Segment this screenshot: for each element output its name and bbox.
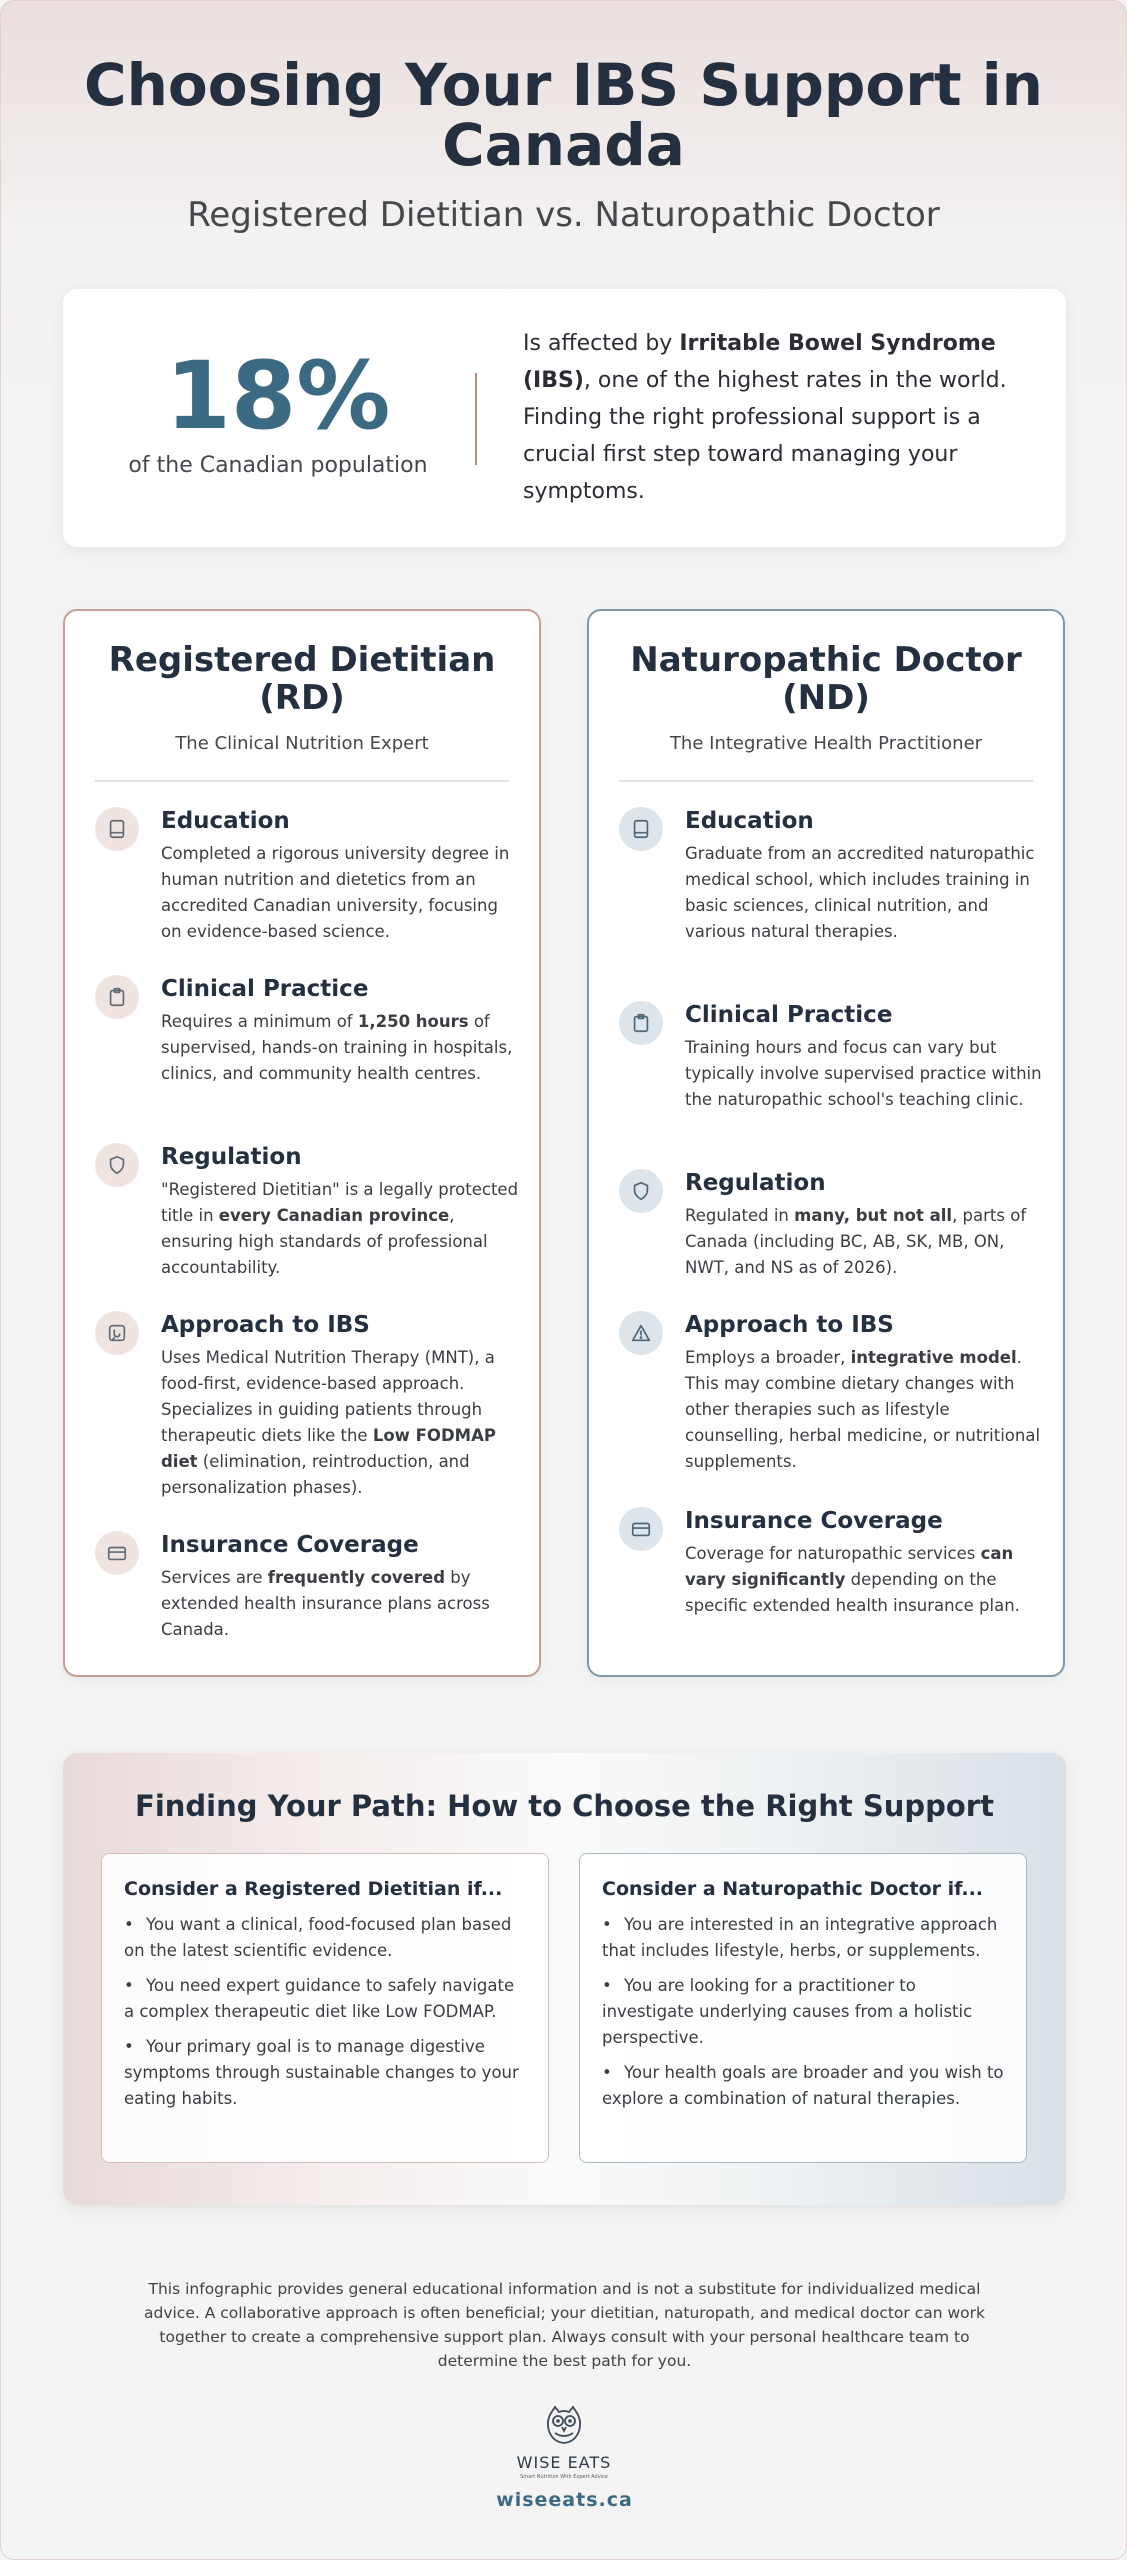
item-title: Clinical Practice [161, 976, 369, 1002]
logo-tagline: Smart Nutrition With Expert Advice [520, 2474, 608, 2480]
list-item: • Your primary goal is to manage digestive symptoms through sustainable changes to your eating habits. [124, 2037, 519, 2108]
nd-column [587, 609, 1065, 1677]
clipboard-icon [619, 1001, 663, 1045]
stat-text-pre: Is affected by [523, 331, 680, 356]
path-rd-box [101, 1853, 549, 2163]
credit-card-icon [619, 1507, 663, 1551]
nd-title: Naturopathic Doctor (ND) [630, 640, 1022, 718]
page-title: Choosing Your IBS Support in Canada [84, 51, 1043, 179]
path-section [63, 1753, 1066, 2205]
item-text: "Registered Dietitian" is a legally protected title in every Canadian province, ensuring high standards of professional accountability. [161, 1180, 519, 1277]
clipboard-icon [95, 975, 139, 1019]
warning-icon [619, 1311, 663, 1355]
item-text: Training hours and focus can vary but typically involve supervised practice within the naturopathic school's teaching clinic. [685, 1038, 1042, 1109]
stat-text-post: , one of the highest rates in the world. Finding the right professional support is a crucial first step toward managing your symptoms. [523, 368, 1007, 504]
nd-divider [619, 780, 1033, 782]
item-text: Requires a minimum of 1,250 hours of supervised, hands-on training in hospitals, clinics, and community health centres. [161, 1012, 513, 1083]
disclaimer: This infographic provides general educational information and is not a substitute for individualized medical advice. A collaborative approach is often beneficial; your dietitian, naturopath, and medical doctor can work together to create a comprehensive support plan. Always consult with your personal healthcare team to determine the best path for you. [143, 2280, 985, 2370]
header [1, 1, 1126, 235]
rd-column [63, 609, 541, 1677]
stat-divider [475, 373, 477, 465]
item-title: Regulation [685, 1170, 826, 1196]
stat-text-bold: Irritable Bowel Syndrome (IBS) [523, 331, 996, 393]
path-nd-box [579, 1853, 1027, 2163]
book-icon [95, 807, 139, 851]
page-subtitle: Registered Dietitian vs. Naturopathic Doctor [187, 195, 940, 235]
nd-subtitle: The Integrative Health Practitioner [669, 733, 983, 754]
item-title: Approach to IBS [161, 1312, 370, 1338]
book-icon [619, 807, 663, 851]
item-text: Regulated in many, but not all, parts of Canada (including BC, AB, SK, MB, ON, NWT, and NS as of 2026). [685, 1206, 1027, 1277]
website-link[interactable]: wiseeats.ca [496, 2489, 633, 2511]
item-title: Insurance Coverage [161, 1532, 419, 1558]
list-item: • Your health goals are broader and you wish to explore a combination of natural therapies. [602, 2063, 1004, 2108]
wise-eats-logo [504, 2403, 624, 2480]
path-rd-heading: Consider a Registered Dietitian if... [124, 1878, 503, 1900]
rd-divider [95, 780, 509, 782]
path-nd-list [602, 1912, 1004, 2112]
stat-card [63, 289, 1066, 547]
list-item: • You want a clinical, food-focused plan based on the latest scientific evidence. [124, 1915, 512, 1960]
list-item: • You are looking for a practitioner to investigate underlying causes from a holistic perspective. [602, 1976, 973, 2047]
logo-name: WISE EATS [516, 2453, 612, 2472]
item-title: Education [685, 808, 814, 834]
list-item: • You are interested in an integrative approach that includes lifestyle, herbs, or supplements. [602, 1915, 998, 1960]
item-text: Employs a broader, integrative model. This may combine dietary changes with other therapies such as lifestyle counselling, herbal medicine, or nutritional supplements. [685, 1348, 1041, 1471]
owl-icon [541, 2403, 587, 2447]
item-title: Regulation [161, 1144, 302, 1170]
path-nd-heading: Consider a Naturopathic Doctor if... [602, 1878, 984, 1900]
shield-icon [619, 1169, 663, 1213]
stomach-icon [95, 1311, 139, 1355]
item-text: Coverage for naturopathic services can vary significantly depending on the specific extended health insurance plan. [685, 1544, 1020, 1615]
rd-subtitle: The Clinical Nutrition Expert [175, 733, 429, 754]
path-rd-list [124, 1912, 526, 2112]
item-text: Completed a rigorous university degree in human nutrition and dietetics from an accredited Canadian university, focusing on evidence-based science. [161, 844, 510, 941]
stat-label: of the Canadian population [128, 453, 428, 478]
rd-title: Registered Dietitian (RD) [108, 640, 496, 718]
item-title: Approach to IBS [685, 1312, 894, 1338]
stat-number: 18% [165, 342, 391, 451]
credit-card-icon [95, 1531, 139, 1575]
path-title: Finding Your Path: How to Choose the Right Support [135, 1789, 994, 1823]
item-title: Clinical Practice [685, 1002, 893, 1028]
item-title: Insurance Coverage [685, 1508, 943, 1534]
item-text: Services are frequently covered by extended health insurance plans across Canada. [161, 1568, 490, 1639]
item-text: Graduate from an accredited naturopathic medical school, which includes training in basic sciences, clinical nutrition, and various natural therapies. [685, 844, 1035, 941]
list-item: • You need expert guidance to safely navigate a complex therapeutic diet like Low FODMAP. [124, 1976, 515, 2021]
stat-description [523, 325, 1023, 510]
item-text: Uses Medical Nutrition Therapy (MNT), a food-first, evidence-based approach. Specializes in guiding patients through therapeutic diets like the Low FODMAP diet (elimination, reintroduction, and personalization phases). [161, 1348, 496, 1497]
item-title: Education [161, 808, 290, 834]
shield-icon [95, 1143, 139, 1187]
